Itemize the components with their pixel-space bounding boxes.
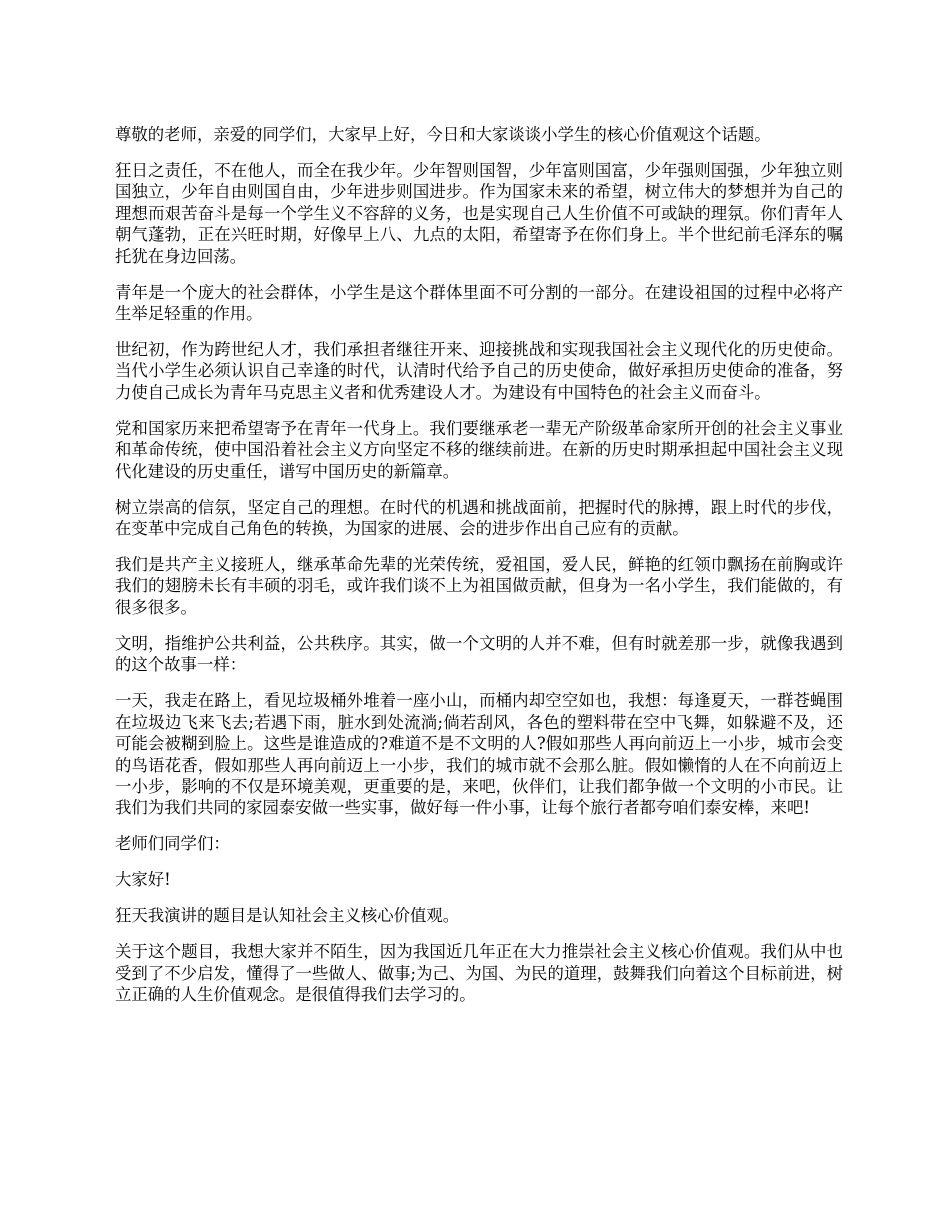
paragraph-civility: 文明，指维护公共利益，公共秩序。其实，做一个文明的人并不难，但有时就差那一步，就像我遇到的这个故事一样： — [115, 633, 843, 675]
paragraph-speech-topic: 狂天我演讲的题目是认知社会主义核心价值观。 — [115, 906, 460, 926]
paragraph-youth-responsibility: 狂日之责任，不在他人，而全在我少年。少年智则国智，少年富则国富，少年强则国强，少年独立则国独立，少年自由则国自由，少年进步则国进步。作为国家未来的希望，树立伟大的梦想并为自己的理想而艰苦奋斗是每一个学生义不容辞的义务，也是实现自己人生价值不可或缺的理氛。你们青年人朝气蓬勃，正在兴旺时期，好像早上八、九点的太阳，希望寄予在你们身上。半个世纪前毛泽东的嘱托犹在身边回荡。 — [115, 161, 843, 266]
paragraph-successors: 我们是共产主义接班人，继承革命先辈的光荣传统，爱祖国，爱人民，鲜艳的红领巾飘扬在前胸或许我们的翅膀未长有丰硕的羽毛，或许我们谈不上为祖国做贡献，但身为一名小学生，我们能做的，有很多很多。 — [115, 555, 843, 617]
document-body — [115, 124, 843, 1020]
paragraph-story: 一天，我走在路上，看见垃圾桶外堆着一座小山，而桶内却空空如也，我想：每逢夏天，一群苍蝇围在垃圾边飞来飞去;若遇下雨，脏水到处流淌;倘若刮风，各色的塑料带在空中飞舞，如躲避不及，还可能会被糊到脸上。这些是谁造成的?难道不是不文明的人?假如那些人再向前迈上一小步，城市会变的鸟语花香，假如那些人再向前迈上一小步，我们的城市就不会那么脏。假如懒惰的人在不向前迈上一小步，影响的不仅是环境美观，更重要的是，来吧，伙伴们，让我们都争做一个文明的小市民。让我们为我们共同的家园泰安做一些实事，做好每一件小事，让每个旅行者都夸咱们泰安棒，来吧! — [115, 691, 843, 818]
paragraph-party-hope: 党和国家历来把希望寄予在青年一代身上。我们要继承老一辈无产阶级革命家所开创的社会主义事业和革命传统，使中国沿着社会主义方向坚定不移的继续前进。在新的历史时期承担起中国社会主义现代化建设的历史重任，谱写中国历史的新篇章。 — [115, 418, 843, 481]
paragraph-greeting-intro: 尊敬的老师，亲爱的同学们，大家早上好，今日和大家谈谈小学生的核心价值观这个话题。 — [115, 125, 771, 144]
paragraph-salutation: 老师们同学们： — [115, 834, 230, 854]
paragraph-hello: 大家好! — [115, 870, 171, 890]
paragraph-topic-discussion: 关于这个题目，我想大家并不陌生，因为我国近几年正在大力推崇社会主义核心价值观。我们从中也受到了不少启发，懂得了一些做人、做事;为己、为国、为民的道理，鼓舞我们向着这个目标前进，树立正确的人生价值观念。是很值得我们去学习的。 — [115, 942, 843, 1005]
paragraph-ideals: 树立崇高的信氛，坚定自己的理想。在时代的机遇和挑战面前，把握时代的脉搏，跟上时代的步伐，在变革中完成自己角色的转换，为国家的进展、会的进步作出自己应有的贡献。 — [115, 497, 843, 539]
paragraph-youth-group: 青年是一个庞大的社会群体，小学生是这个群体里面不可分割的一部分。在建设祖国的过程中必将产生举足轻重的作用。 — [115, 282, 843, 324]
paragraph-historic-mission: 世纪初，作为跨世纪人才，我们承担者继往开来、迎接挑战和实现我国社会主义现代化的历史使命。当代小学生必须认识自己幸逢的时代，认清时代给予自己的历史使命，做好承担历史使命的准备，努力使自己成长为青年马克思主义者和优秀建设人才。为建设有中国特色的社会主义而奋斗。 — [115, 340, 843, 402]
